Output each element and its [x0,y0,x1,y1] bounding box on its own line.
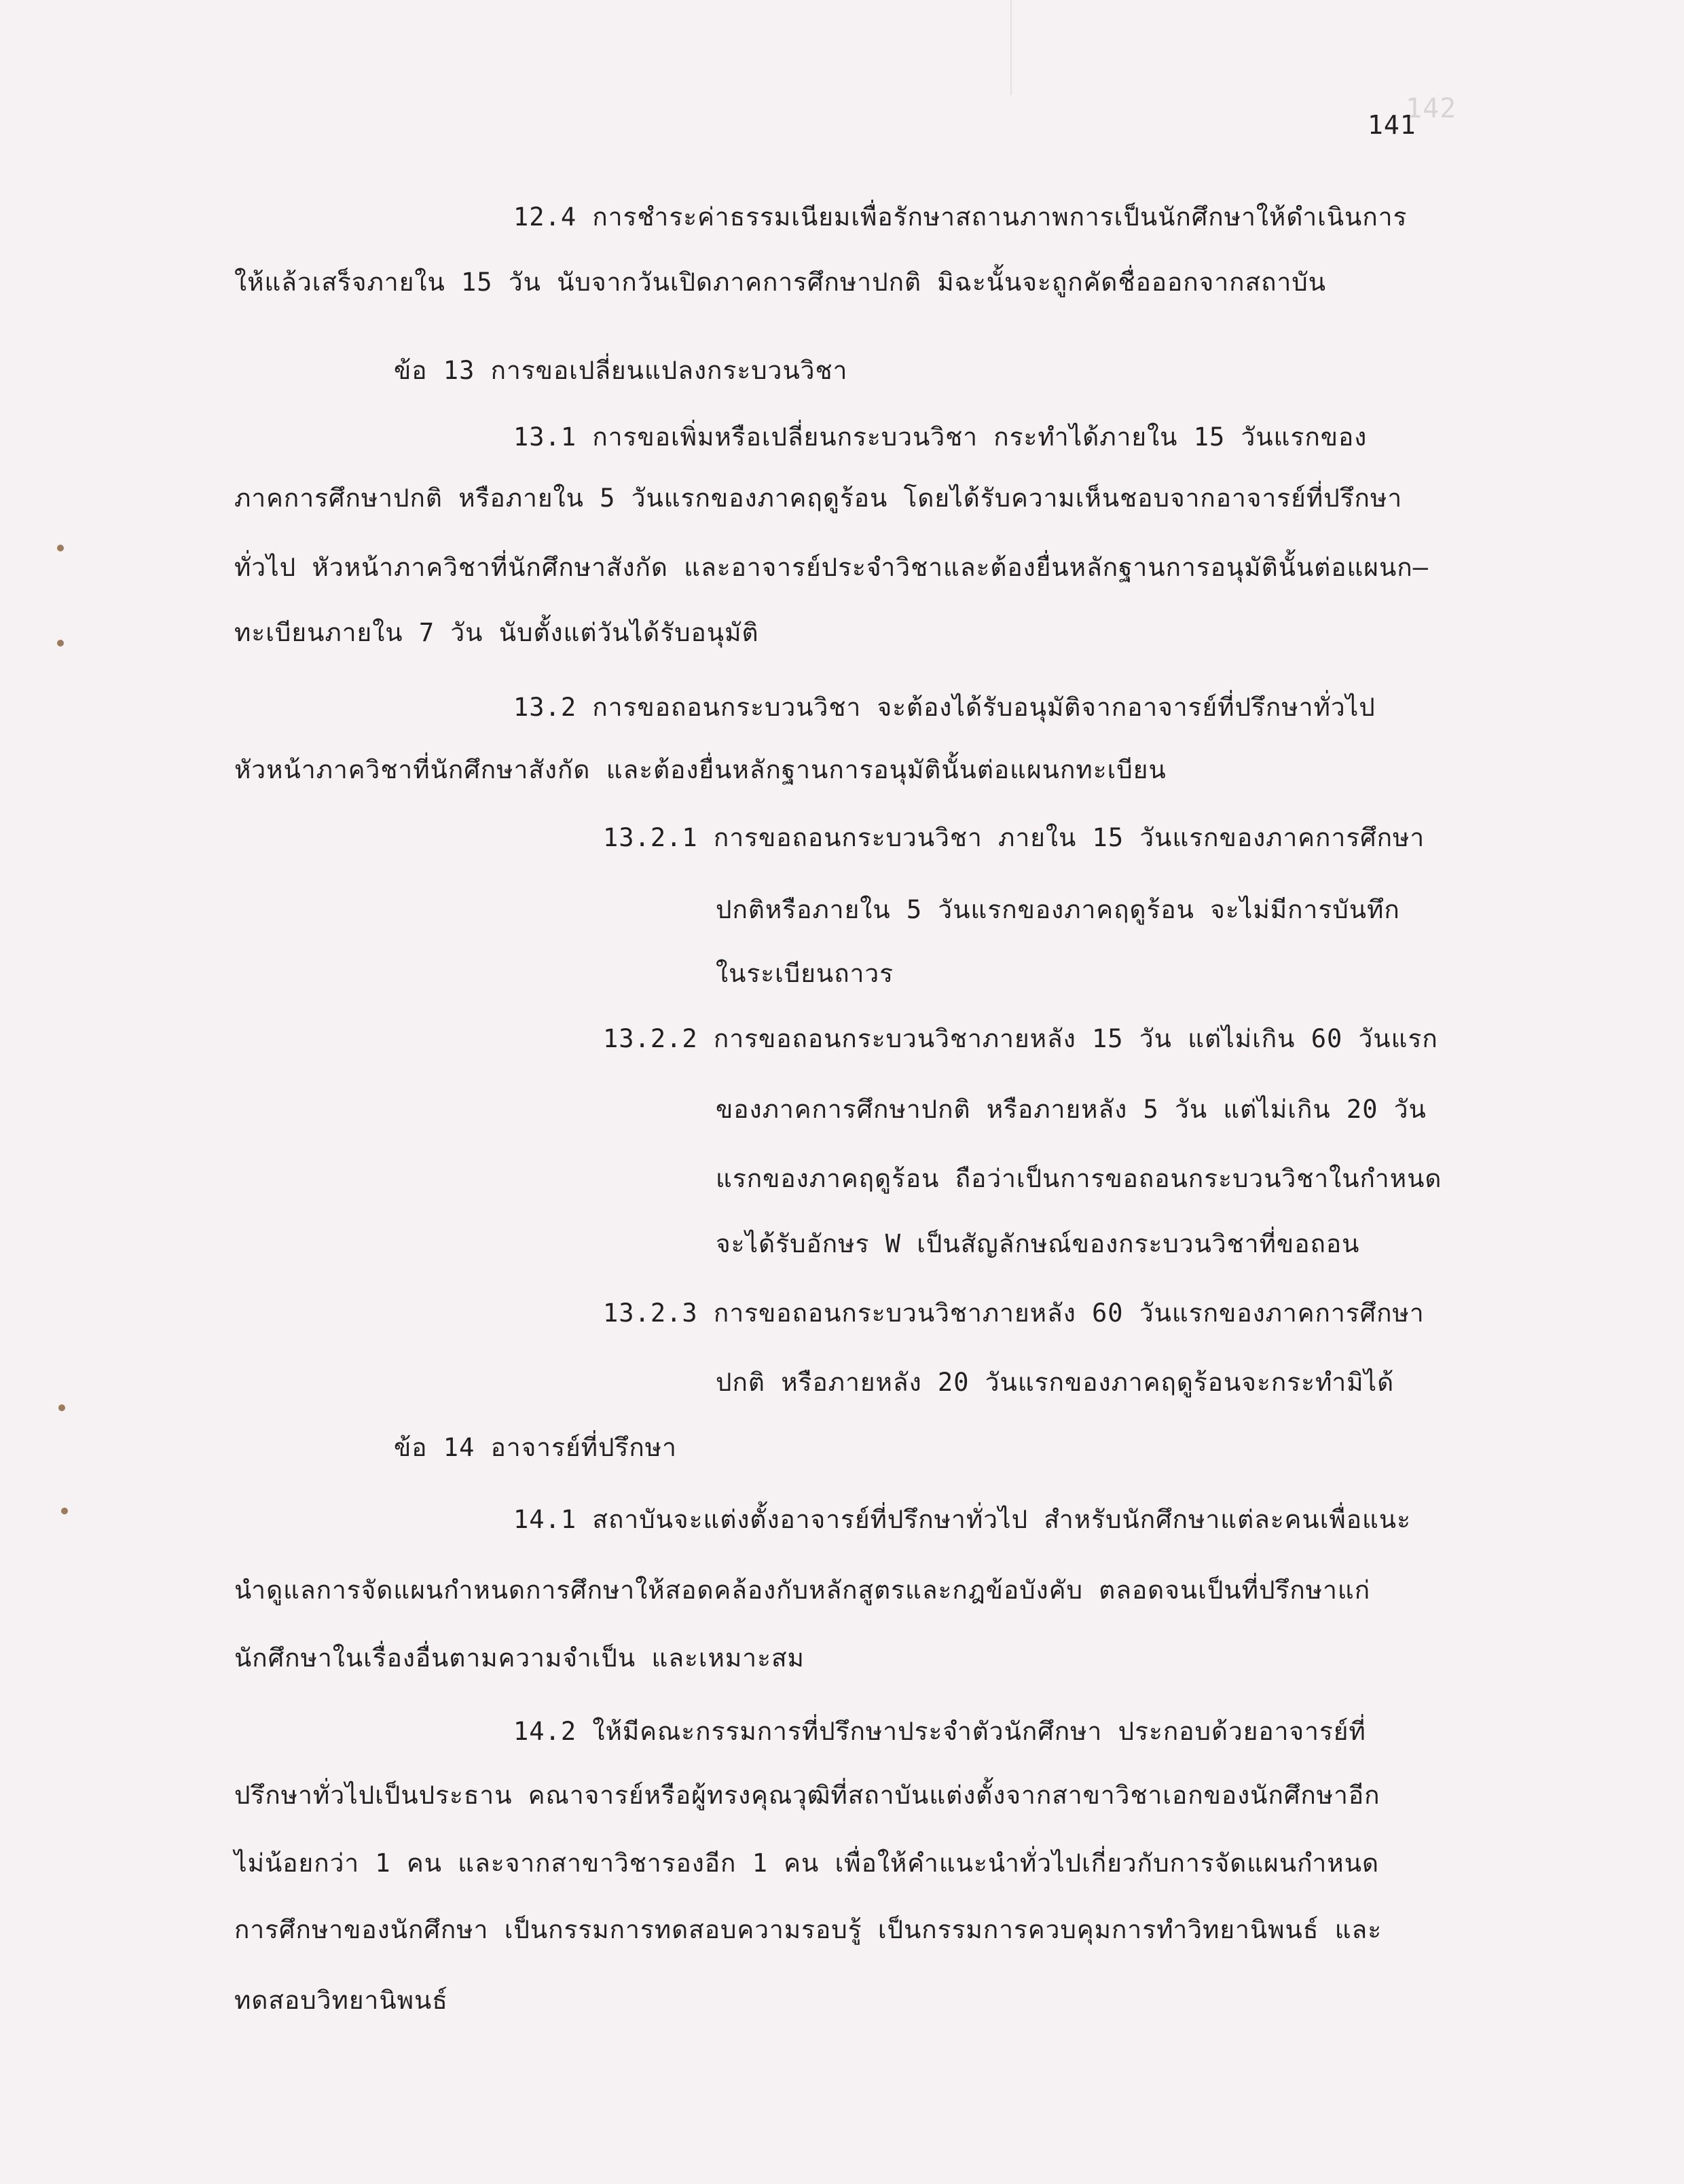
text-line: ไม่น้อยกว่า 1 คน และจากสาขาวิชารองอีก 1 คน เพื่อให้คำแนะนำทั่วไปเกี่ยวกับการจัดแผนกำหนด [234,1849,1380,1878]
text-line: ของภาคการศึกษาปกติ หรือภายหลัง 5 วัน แต่ไม่เกิน 20 วัน [716,1095,1427,1124]
text-line: 14.2 ให้มีคณะกรรมการที่ปรึกษาประจำตัวนักศึกษา ประกอบด้วยอาจารย์ที่ [513,1717,1366,1746]
text-line: การศึกษาของนักศึกษา เป็นกรรมการทดสอบความรอบรู้ เป็นกรรมการควบคุมการทำวิทยานิพนธ์ และ [234,1915,1383,1944]
page-number: 141 [1368,110,1416,140]
text-line: นักศึกษาในเรื่องอื่นตามความจำเป็น และเหมาะสม [234,1643,805,1673]
text-line: ทะเบียนภายใน 7 วัน นับตั้งแต่วันได้รับอนุมัติ [234,618,759,647]
text-line: 12.4 การชำระค่าธรรมเนียมเพื่อรักษาสถานภาพการเป็นนักศึกษาให้ดำเนินการ [513,202,1408,232]
text-line: ให้แล้วเสร็จภายใน 15 วัน นับจากวันเปิดภาคการศึกษาปกติ มิฉะนั้นจะถูกคัดชื่อออกจากสถาบัน [234,268,1327,297]
text-line: ในระเบียนถาวร [716,959,894,988]
text-line: 13.1 การขอเพิ่มหรือเปลี่ยนกระบวนวิชา กระทำได้ภายใน 15 วันแรกของ [513,422,1368,452]
text-line: ปกติหรือภายใน 5 วันแรกของภาคฤดูร้อน จะไม่มีการบันทึก [716,895,1400,924]
text-line: 13.2.2 การขอถอนกระบวนวิชาภายหลัง 15 วัน แต่ไม่เกิน 60 วันแรก [603,1024,1438,1053]
margin-mark [57,545,64,551]
text-line: หัวหน้าภาควิชาที่นักศึกษาสังกัด และต้องยื่นหลักฐานการอนุมัตินั้นต่อแผนกทะเบียน [234,755,1167,784]
text-line: 13.2.1 การขอถอนกระบวนวิชา ภายใน 15 วันแรกของภาคการศึกษา [603,823,1425,852]
margin-mark [58,1404,65,1411]
section-heading: ข้อ 13 การขอเปลี่ยนแปลงกระบวนวิชา [394,356,848,385]
text-line: ปรึกษาทั่วไปเป็นประธาน คณาจารย์หรือผู้ทรงคุณวุฒิที่สถาบันแต่งตั้งจากสาขาวิชาเอกของนักศึกษาอีก [234,1781,1380,1810]
text-line: 14.1 สถาบันจะแต่งตั้งอาจารย์ที่ปรึกษาทั่วไป สำหรับนักศึกษาแต่ละคนเพื่อแนะ [513,1505,1411,1534]
margin-mark [61,1508,68,1514]
margin-mark [57,640,64,647]
section-heading: ข้อ 14 อาจารย์ที่ปรึกษา [394,1433,677,1462]
text-line: 13.2 การขอถอนกระบวนวิชา จะต้องได้รับอนุมัติจากอาจารย์ที่ปรึกษาทั่วไป [513,693,1376,722]
text-line: ปกติ หรือภายหลัง 20 วันแรกของภาคฤดูร้อนจะกระทำมิได้ [716,1368,1395,1397]
text-line: ภาคการศึกษาปกติ หรือภายใน 5 วันแรกของภาคฤดูร้อน โดยได้รับความเห็นชอบจากอาจารย์ที่ปรึกษา [234,484,1403,513]
text-line: 13.2.3 การขอถอนกระบวนวิชาภายหลัง 60 วันแรกของภาคการศึกษา [603,1298,1425,1328]
scan-fold-line [1010,0,1012,95]
text-line: จะได้รับอักษร W เป็นสัญลักษณ์ของกระบวนวิชาที่ขอถอน [716,1229,1360,1258]
text-line: ทั่วไป หัวหน้าภาควิชาที่นักศึกษาสังกัด และอาจารย์ประจำวิชาและต้องยื่นหลักฐานการอนุมัตินั้นต่อแผนก– [234,553,1429,582]
ghost-page-number: 142 [1406,93,1457,124]
text-line: ทดสอบวิทยานิพนธ์ [234,1986,448,2015]
text-line: แรกของภาคฤดูร้อน ถือว่าเป็นการขอถอนกระบวนวิชาในกำหนด [716,1164,1442,1193]
text-line: นำดูแลการจัดแผนกำหนดการศึกษาให้สอดคล้องกับหลักสูตรและกฎข้อบังคับ ตลอดจนเป็นที่ปรึกษาแก่ [234,1576,1371,1605]
